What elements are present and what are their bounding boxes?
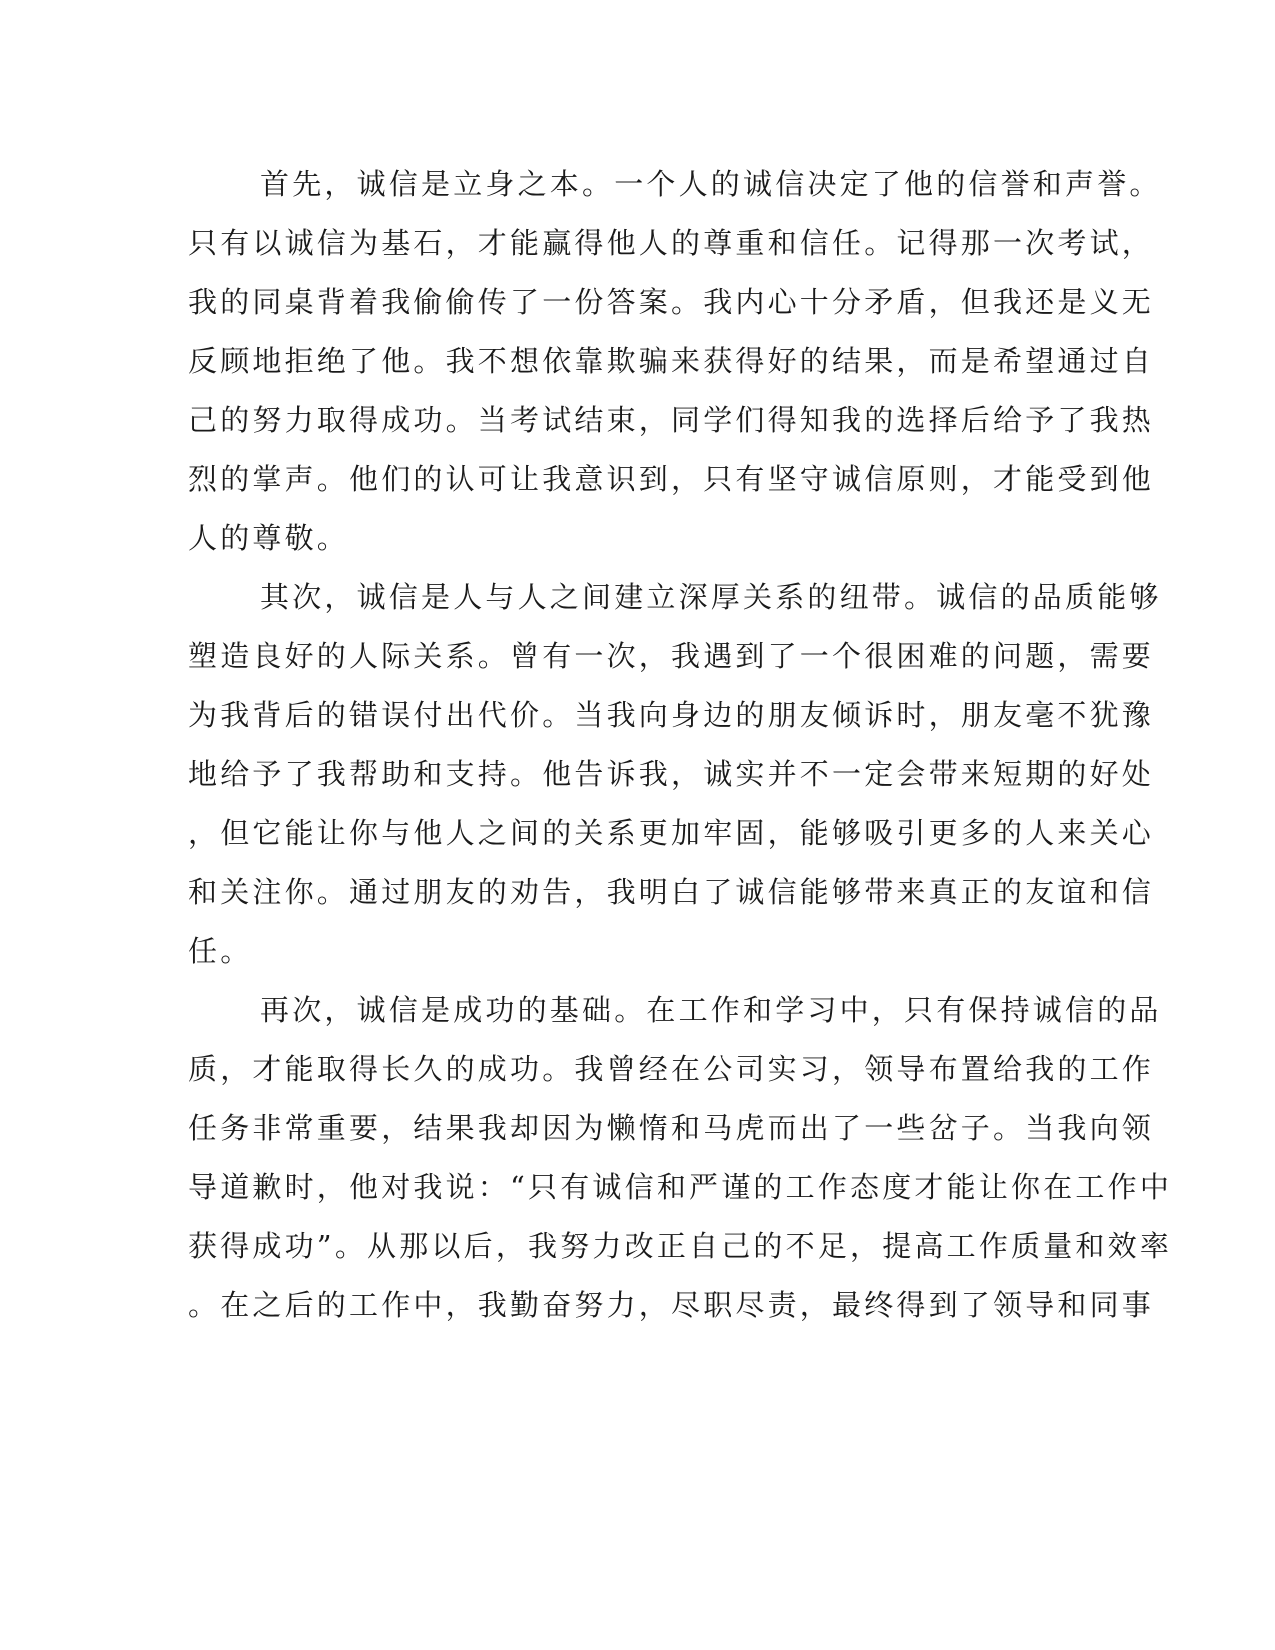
text-line: 任。 [188,934,253,968]
text-line: 为我背后的错误付出代价。当我向身边的朋友倾诉时，朋友毫不犹豫 [188,698,1155,732]
text-line: 我的同桌背着我偷偷传了一份答案。我内心十分矛盾，但我还是义无 [188,285,1155,319]
text-line: 首先，诚信是立身之本。一个人的诚信决定了他的信誉和声誉。 [260,167,1162,201]
text-line: 反顾地拒绝了他。我不想依靠欺骗来获得好的结果，而是希望通过自 [188,344,1155,378]
text-line: 其次，诚信是人与人之间建立深厚关系的纽带。诚信的品质能够 [260,580,1162,614]
text-line: 塑造良好的人际关系。曾有一次，我遇到了一个很困难的问题，需要 [188,639,1155,673]
text-line: 人的尊敬。 [188,521,350,555]
text-line: 获得成功”。从那以后，我努力改正自己的不足，提高工作质量和效率 [188,1229,1173,1263]
text-line: 导道歉时，他对我说：“只有诚信和严谨的工作态度才能让你在工作中 [188,1170,1173,1204]
text-line: 只有以诚信为基石，才能赢得他人的尊重和信任。记得那一次考试， [188,226,1155,260]
text-line: ，但它能让你与他人之间的关系更加牢固，能够吸引更多的人来关心 [188,816,1155,850]
text-line: 烈的掌声。他们的认可让我意识到，只有坚守诚信原则，才能受到他 [188,462,1155,496]
text-line: 。在之后的工作中，我勤奋努力，尽职尽责，最终得到了领导和同事 [188,1288,1155,1322]
text-line: 和关注你。通过朋友的劝告，我明白了诚信能够带来真正的友谊和信 [188,875,1155,909]
text-line: 任务非常重要，结果我却因为懒惰和马虎而出了一些岔子。当我向领 [188,1111,1155,1145]
text-line: 质，才能取得长久的成功。我曾经在公司实习，领导布置给我的工作 [188,1052,1155,1086]
text-line: 己的努力取得成功。当考试结束，同学们得知我的选择后给予了我热 [188,403,1155,437]
text-line: 地给予了我帮助和支持。他告诉我，诚实并不一定会带来短期的好处 [188,757,1155,791]
text-line: 再次，诚信是成功的基础。在工作和学习中，只有保持诚信的品 [260,993,1162,1027]
